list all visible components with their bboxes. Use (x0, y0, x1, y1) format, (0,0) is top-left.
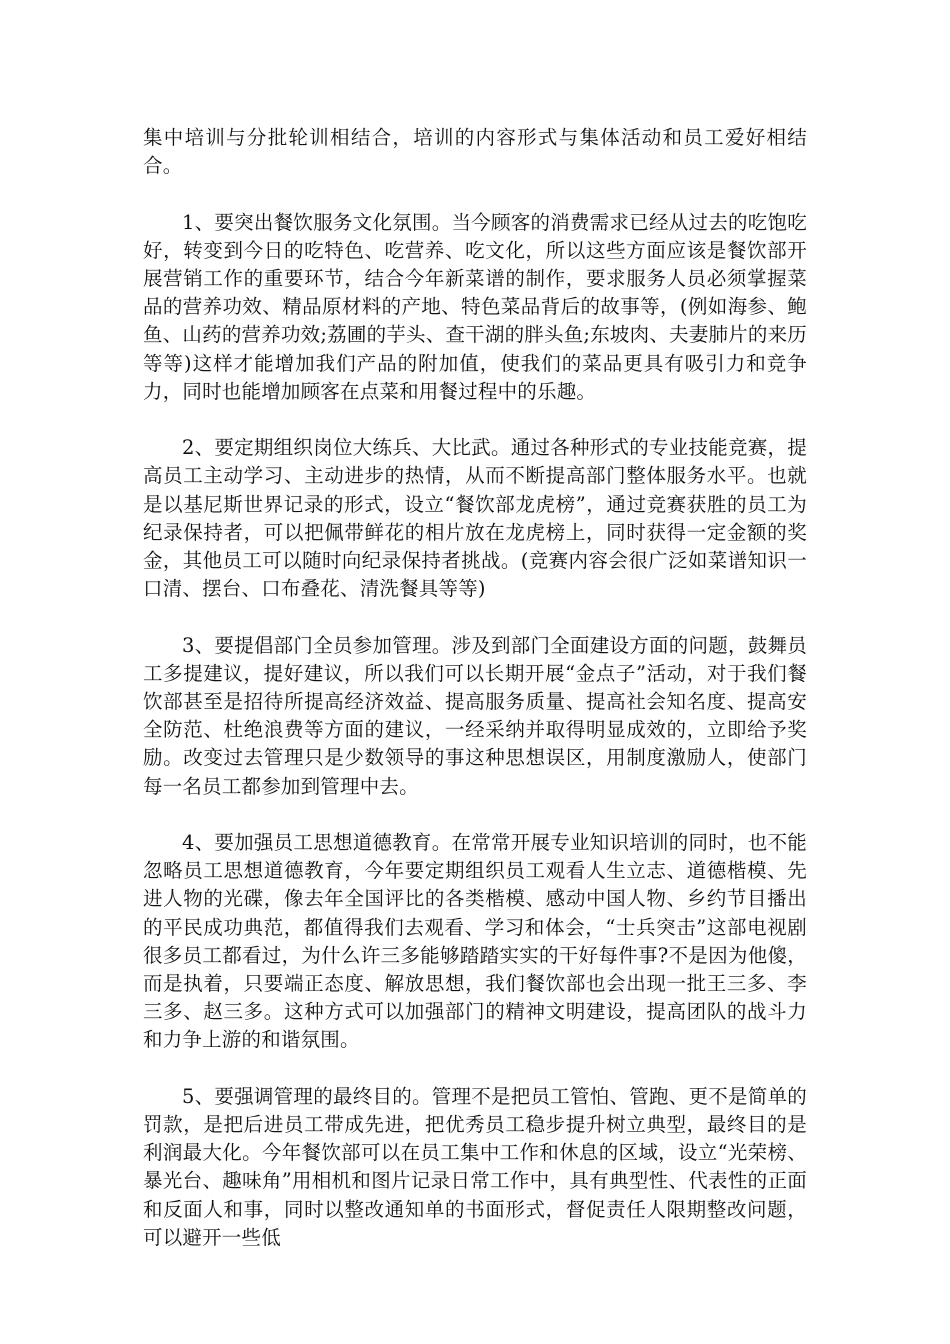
paragraph-intro-continuation: 集中培训与分批轮训相结合，培训的内容形式与集体活动和员工爱好相结合。 (143, 126, 807, 178)
paragraph-item-3: 3、要提倡部门全员参加管理。涉及到部门全面建设方面的问题，鼓舞员工多提建议，提好建议，所以我们可以长期开展“金点子”活动，对于我们餐饮部甚至是招待所提高经济效益、提高服务质量、提高社会知名度、提高安全防范、杜绝浪费等方面的建议，一经采纳并取得明显成效的，立即给予奖励。改变过去管理只是少数领导的事这种思想误区，用制度激励人，使部门每一名员工都参加到管理中去。 (143, 633, 807, 798)
document-body (143, 124, 807, 1280)
paragraph-item-2: 2、要定期组织岗位大练兵、大比武。通过各种形式的专业技能竞赛，提高员工主动学习、主动进步的热情，从而不断提高部门整体服务水平。也就是以基尼斯世界记录的形式，设立“餐饮部龙虎榜”，通过竞赛获胜的员工为纪录保持者，可以把佩带鲜花的相片放在龙虎榜上，同时获得一定金额的奖金，其他员工可以随时向纪录保持者挑战。(竞赛内容会很广泛如菜谱知识一口清、摆台、口布叠花、清洗餐具等等) (143, 436, 807, 601)
paragraph-item-1: 1、要突出餐饮服务文化氛围。当今顾客的消费需求已经从过去的吃饱吃好，转变到今日的吃特色、吃营养、吃文化，所以这些方面应该是餐饮部开展营销工作的重要环节，结合今年新菜谱的制作，要求服务人员必须掌握菜品的营养功效、精品原材料的产地、特色菜品背后的故事等，(例如海参、鲍鱼、山药的营养功效;荔圃的芋头、查干湖的胖头鱼;东坡肉、夫妻肺片的来历等等)这样才能增加我们产品的附加值，使我们的菜品更具有吸引力和竞争力，同时也能增加顾客在点菜和用餐过程中的乐趣。 (143, 210, 807, 403)
paragraph-item-5: 5、要强调管理的最终目的。管理不是把员工管怕、管跑、更不是简单的罚款，是把后进员工带成先进，把优秀员工稳步提升树立典型，最终目的是利润最大化。今年餐饮部可以在员工集中工作和休息的区域，设立“光荣榜、暴光台、趣味角”用相机和图片记录日常工作中，具有典型性、代表性的正面和反面人和事，同时以整改通知单的书面形式，督促责任人限期整改问题，可以避开一些低 (143, 1084, 807, 1249)
paragraph-item-4: 4、要加强员工思想道德教育。在常常开展专业知识培训的同时，也不能忽略员工思想道德教育，今年要定期组织员工观看人生立志、道德楷模、先进人物的光碟，像去年全国评比的各类楷模、感动中国人物、乡约节目播出的平民成功典范，都值得我们去观看、学习和体会，“士兵突击”这部电视剧很多员工都看过，为什么许三多能够踏踏实实的干好每件事?不是因为他傻，而是执着，只要端正态度、解放思想，我们餐饮部也会出现一批王三多、李三多、赵三多。这种方式可以加强部门的精神文明建设，提高团队的战斗力和力争上游的和谐氛围。 (143, 831, 807, 1052)
